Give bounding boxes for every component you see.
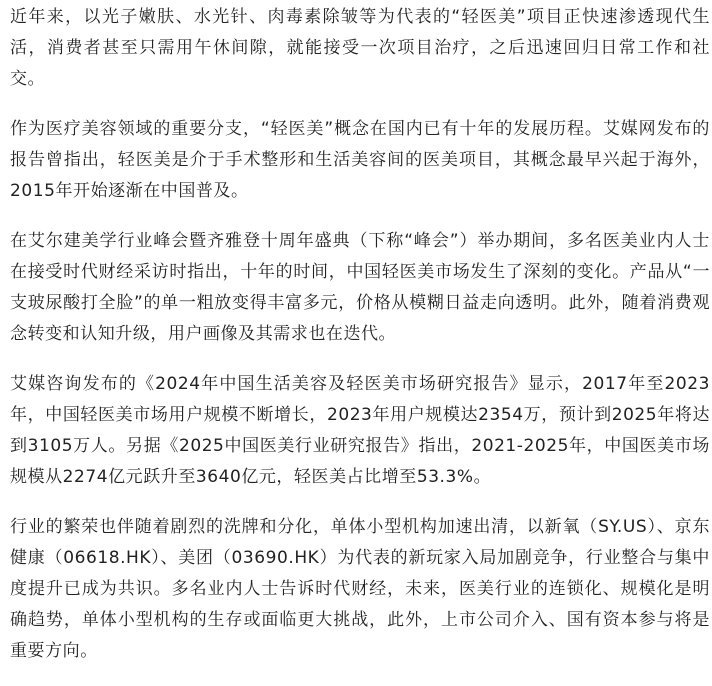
paragraph-4: 艾媒咨询发布的《2024年中国生活美容及轻医美市场研究报告》显示，2017年至2023年，中国轻医美市场用户规模不断增长，2023年用户规模达2354万，预计到2025年将达到3105万人。另据《2025中国医美行业研究报告》指出，2021-2025年，中国医美市场规模从2274亿元跃升至3640亿元，轻医美占比增至53.3%。 (10, 374, 710, 487)
article-body (10, 2, 710, 686)
paragraph-3: 在艾尔建美学行业峰会暨齐雅登十周年盛典（下称“峰会”）举办期间，多名医美业内人士在接受时代财经采访时指出，十年的时间，中国轻医美市场发生了深刻的变化。产品从“一支玻尿酸打全脸”的单一粗放变得丰富多元，价格从模糊日益走向透明。此外，随着消费观念转变和认知升级，用户画像及其需求也在迭代。 (10, 231, 710, 344)
paragraph-2: 作为医疗美容领域的重要分支，“轻医美”概念在国内已有十年的发展历程。艾媒网发布的报告曾指出，轻医美是介于手术整形和生活美容间的医美项目，其概念最早兴起于海外，2015年开始逐渐在中国普及。 (10, 119, 710, 201)
paragraph-1: 近年来，以光子嫩肤、水光针、肉毒素除皱等为代表的“轻医美”项目正快速渗透现代生活，消费者甚至只需用午休间隙，就能接受一次项目治疗，之后迅速回归日常工作和社交。 (10, 7, 710, 89)
paragraph-5: 行业的繁荣也伴随着剧烈的洗牌和分化，单体小型机构加速出清，以新氧（SY.US）、京东健康（06618.HK）、美团（03690.HK）为代表的新玩家入局加剧竞争，行业整合与集中度提升已成为共识。多名业内人士告诉时代财经，未来，医美行业的连锁化、规模化是明确趋势，单体小型机构的生存或面临更大挑战，此外，上市公司介入、国有资本参与将是重要方向。 (10, 517, 710, 661)
